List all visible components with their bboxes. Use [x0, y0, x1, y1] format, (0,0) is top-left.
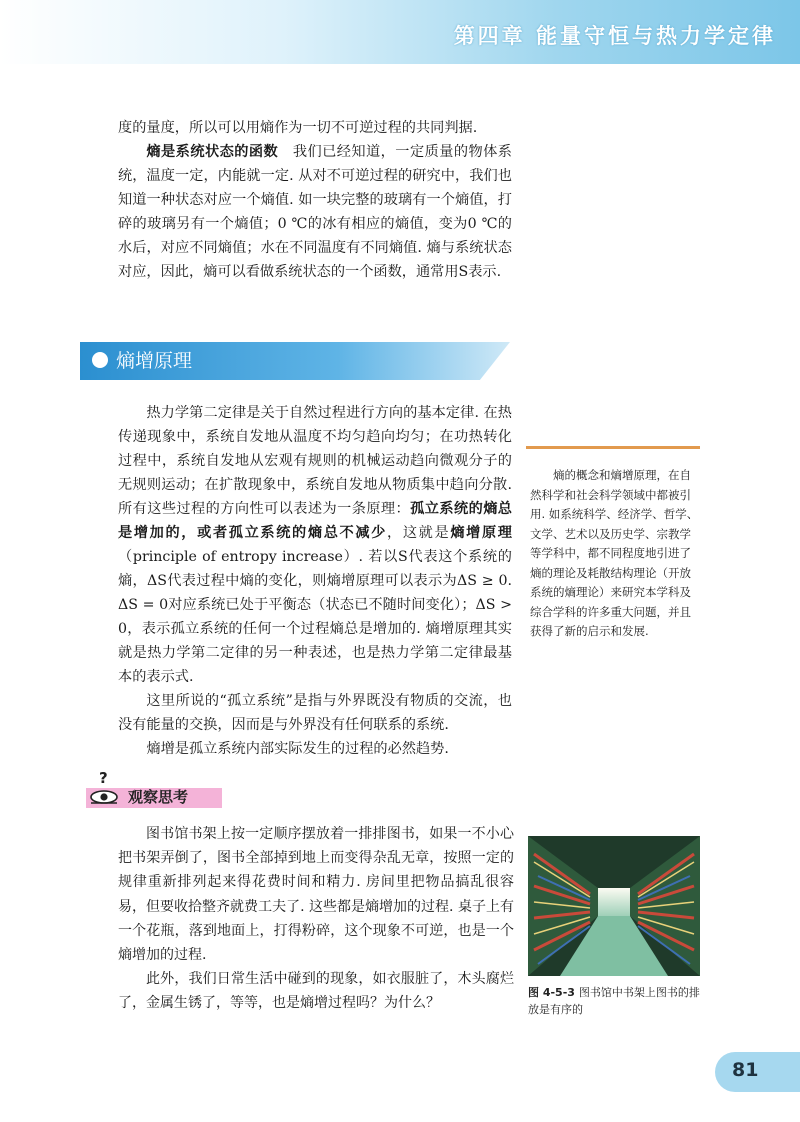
figure-caption	[528, 984, 704, 1018]
section-title: 熵增原理	[116, 350, 193, 372]
sidenote-divider	[526, 446, 700, 449]
paragraph-entropy-principle	[118, 401, 512, 689]
chapter-title: 第四章 能量守恒与热力学定律	[453, 24, 776, 48]
paragraph-isolated-system: 这里所说的“孤立系统”是指与外界既没有物质的交流，也没有能量的交换，因而是与外界没有任何联系的系统.	[118, 693, 512, 733]
figure-caption-text: 图书馆中书架上图书的排放是有序的	[528, 986, 700, 1016]
principle-text-a: 热力学第二定律是关于自然过程进行方向的基本定律. 在热传递现象中，系统自发地从温度不均匀趋向均匀；在功热转化过程中，系统自发地从宏观有规则的机械运动趋向微观分子的无规则运动；在扩散现象中，系统自发地从物质集中趋向分散. 所有这些过程的方向性可以表述为一条原理：	[118, 405, 512, 517]
observe-paragraph-2: 此外，我们日常生活中碰到的现象，如衣服脏了，木头腐烂了，金属生锈了，等等，也是熵增过程吗？为什么？	[118, 971, 514, 1012]
bold-term-entropy-increase: 熵增原理	[450, 525, 512, 541]
sidenote-text: 熵的概念和熵增原理，在自然科学和社会科学领域中都被引用. 如系统科学、经济学、哲学、文学、艺术以及历史学、宗教学等学科中，都不同程度地引进了熵的理论及耗散结构理论（开放系统的熵理论）来研究本学科及综合学科的许多重大问题，并且获得了新的启示和发展.	[530, 468, 699, 638]
observe-paragraph-1: 图书馆书架上按一定顺序摆放着一排排图书，如果一不小心把书架弄倒了，图书全部掉到地上而变得杂乱无章，按照一定的规律重新排列起来得花费时间和精力. 房间里把物品搞乱很容易，但要收拾整齐就费工夫了. 这些都是熵增加的过程. 桌子上有一个花瓶，落到地面上，打得粉碎，这个现象不可逆，也是一个熵增加的过程.	[118, 826, 514, 964]
state-function-text: 我们已经知道，一定质量的物体系统，温度一定，内能就一定. 从对不可逆过程的研究中，我们也知道一种状态对应一个熵值. 如一块完整的玻璃有一个熵值，打碎的玻璃另有一个熵值；0 ℃的冰有相应的熵值，变为0 ℃的水后，对应不同熵值；水在不同温度有不同熵值. 熵与系统状态对应，因此，熵可以看做系统状态的一个函数，通常用S表示.	[118, 144, 512, 280]
paragraph-trend: 熵增是孤立系统内部实际发生的过程的必然趋势.	[146, 741, 449, 757]
sidenote	[530, 466, 700, 642]
question-eye-icon	[88, 770, 122, 808]
observe-title: 观察思考	[128, 788, 189, 806]
observe-text-block	[118, 822, 514, 1016]
figure-label: 图 4-5-3	[528, 986, 575, 999]
svg-text:?: ?	[99, 770, 108, 787]
principle-text-b: ，这就是	[387, 525, 451, 541]
bullet-dot-icon	[92, 352, 108, 368]
bold-term-state-function: 熵是系统状态的函数	[146, 144, 279, 160]
paragraph-state-function	[118, 140, 512, 284]
page-number: 81	[732, 1059, 759, 1081]
principle-text-c: （principle of entropy increase）. 若以S代表这个系统的熵，ΔS代表过程中熵的变化，则熵增原理可以表示为ΔS ≥ 0. ΔS = 0对应系统已处于平衡态（状态已不随时间变化）；ΔS > 0，表示孤立系统的任何一个过程熵总是增加的. 熵增原理其实就是热力学第二定律的另一种表述，也是热力学第二定律最基本的表示式.	[118, 549, 512, 685]
paragraph-continuation: 度的量度，所以可以用熵作为一切不可逆过程的共同判据.	[118, 120, 478, 136]
main-text-block	[118, 401, 512, 761]
library-bookshelf-photo	[528, 836, 700, 976]
top-text-block	[118, 116, 512, 284]
bold-principle-statement: 孤立系统的熵总是增加的，或者孤立系统的熵总不减少	[118, 501, 512, 541]
